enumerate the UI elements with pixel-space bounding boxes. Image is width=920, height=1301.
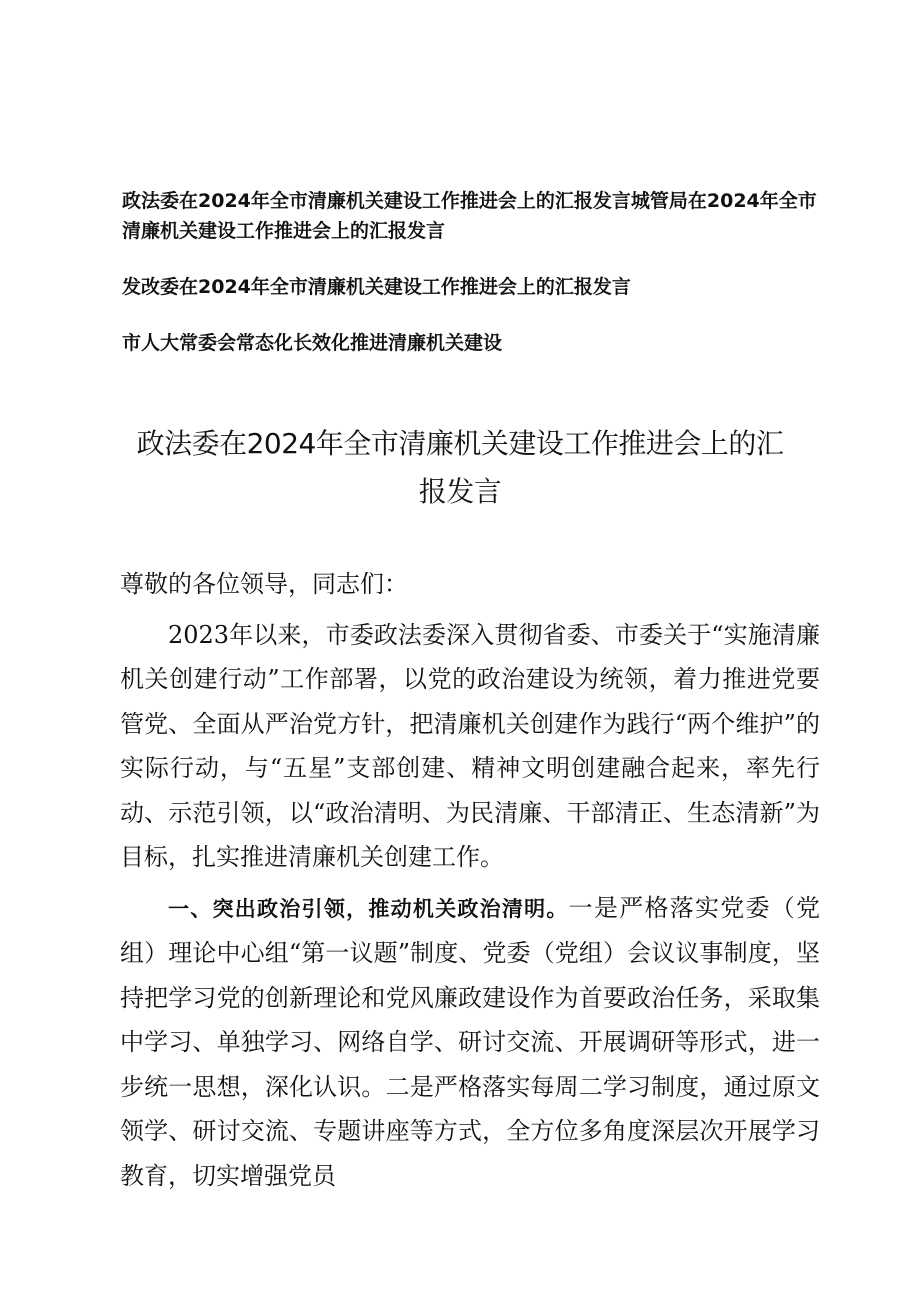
paragraph-intro: 2023年以来，市委政法委深入贯彻省委、市委关于“实施清廉机关创建行动”工作部署，以党的政治建设为统领，着力推进党要管党、全面从严治党方针，把清廉机关创建作为践行“两个维护”的实际行动，与“五星”支部创建、精神文明创建融合起来，率先行动、示范引领，以“政治清明、为民清廉、干部清正、生态清新”为目标，扎实推进清廉机关创建工作。: [120, 620, 820, 871]
document-title: [120, 420, 800, 516]
toc-item-1[interactable]: 政法委在2024年全市清廉机关建设工作推进会上的汇报发言城管局在2024年全市清廉机关建设工作推进会上的汇报发言: [122, 190, 817, 242]
toc-item-2[interactable]: 发改委在2024年全市清廉机关建设工作推进会上的汇报发言: [122, 276, 631, 298]
toc-item-3[interactable]: 市人大常委会常态化长效化推进清廉机关建设: [122, 332, 503, 354]
paragraph-section-1: [120, 886, 820, 1199]
table-of-contents: [122, 186, 822, 390]
title-line-1: 政法委在2024年全市清廉机关建设工作推进会上的汇: [136, 427, 784, 460]
title-line-2: 报发言: [418, 475, 502, 508]
section-heading: 一、突出政治引领，推动机关政治清明。: [168, 896, 569, 921]
greeting: 尊敬的各位领导，同志们：: [120, 570, 408, 598]
section-body: 一是严格落实党委（党组）理论中心组“第一议题”制度、党委（党组）会议议事制度，坚持把学习党的创新理论和党风廉政建设作为首要政治任务，采取集中学习、单独学习、网络自学、研讨交流、开展调研等形式，进一步统一思想，深化认识。二是严格落实每周二学习制度，通过原文领学、研讨交流、专题讲座等方式，全方位多角度深层次开展学习教育，切实增强党员: [120, 893, 821, 1190]
document-body: [120, 562, 820, 1204]
